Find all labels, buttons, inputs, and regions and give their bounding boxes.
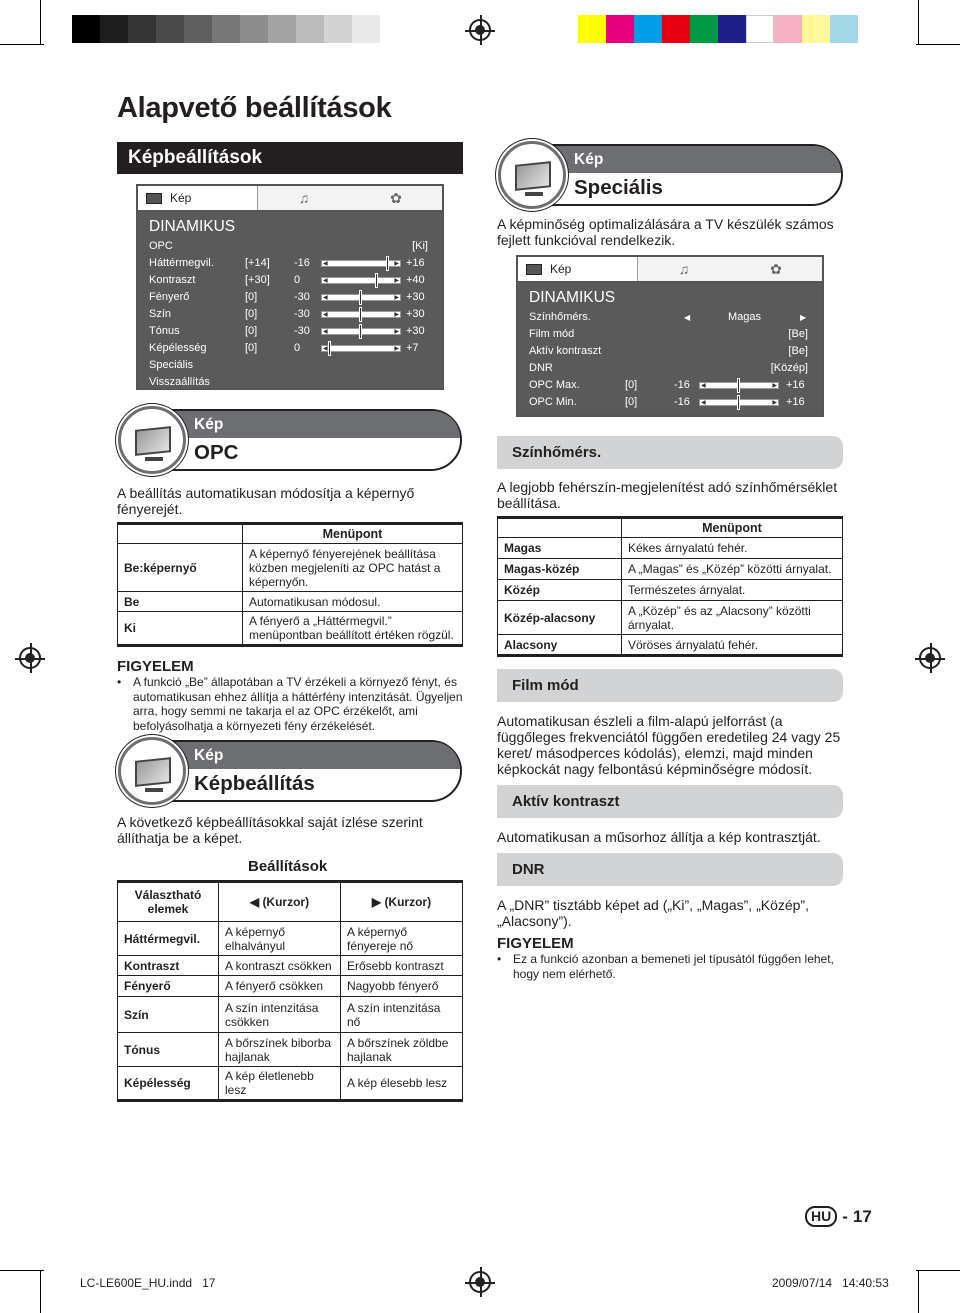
- menu-row: [518, 394, 822, 411]
- table-row: Magas-közép A „Magas” és „Közép” közötti árnyalat.: [498, 559, 843, 580]
- opc-table: [117, 522, 463, 647]
- grey-swatch: [184, 15, 212, 43]
- table-row: Háttérmegvil. A képernyő elhalványul A képernyő fényereje nő: [118, 922, 463, 956]
- table-header: Menüpont: [243, 524, 463, 544]
- grey-swatch: [100, 15, 128, 43]
- table-header: ◀ (Kurzor): [219, 882, 341, 922]
- badge-top-label: Kép: [136, 411, 460, 438]
- color-swatch: [634, 15, 662, 43]
- table-title: Beállítások: [248, 858, 328, 875]
- table-row: Alacsony Vöröses árnyalatú fehér.: [498, 635, 843, 656]
- speaker-icon: ♫: [678, 261, 690, 277]
- menu-row-label: DNR: [529, 362, 553, 374]
- slider-max-label: +30: [406, 325, 425, 337]
- specialis-intro: A képminőség optimalizálására a TV készülék számos fejlett funkcióval rendelkezik.: [497, 216, 834, 248]
- table-row: Képélesség A kép életlenebb lesz A kép élesebb lesz: [118, 1067, 463, 1101]
- menu-row-label: OPC Min.: [529, 396, 577, 408]
- szinhomers-intro: A legjobb fehérszín-megjelenítést adó színhőmérséklet beállítása.: [497, 479, 838, 511]
- slider: [699, 382, 779, 389]
- filmmod-text: Automatikusan észleli a film-alapú jelforrást (a függőleges frekvenciától függően eredetileg 24 vagy 25 keret/ másodperces kódolás), elemzi, majd minden képkockát nagy felbontású képminőségre módosít.: [497, 713, 841, 777]
- menu-row: [138, 272, 442, 289]
- szinhomers-heading: Színhőmérs.: [497, 436, 843, 469]
- filmmod-heading: Film mód: [497, 669, 843, 702]
- tv-icon: [526, 264, 542, 275]
- table-row: Fényerő A fényerő csökken Nagyobb fényerő: [118, 976, 463, 997]
- slider-max-label: +30: [406, 308, 425, 320]
- grey-swatch: [268, 15, 296, 43]
- registration-mark-icon: [19, 647, 41, 669]
- menu-row: [518, 309, 822, 326]
- badge-top-label: Kép: [136, 742, 460, 769]
- crop-mark: [0, 1270, 44, 1271]
- dnr-text: A „DNR” tisztább képet ad („Ki”, „Magas”, „Közép”, „Alacsony”).: [497, 897, 809, 929]
- registration-mark-icon: [919, 647, 941, 669]
- menu-row: [138, 289, 442, 306]
- page-number-value: 17: [852, 1206, 872, 1226]
- menu-row-current-value: [0]: [245, 325, 258, 337]
- picture-menu-screenshot: [136, 184, 444, 390]
- table-header: Választható elemek: [118, 882, 219, 922]
- arrow-left-icon: ◀: [323, 346, 328, 352]
- slider: [321, 311, 401, 318]
- slider-thumb: [359, 290, 362, 305]
- table-row: Magas Kékes árnyalatú fehér.: [498, 538, 843, 559]
- menu-row-current-value: [0]: [245, 342, 258, 354]
- slider-thumb: [328, 341, 331, 356]
- slider-thumb: [737, 395, 740, 410]
- slider-max-label: +16: [786, 379, 805, 391]
- slider-thumb: [375, 273, 378, 288]
- menu-row: [138, 374, 442, 391]
- arrow-right-icon: ▶: [394, 329, 399, 335]
- color-swatch: [746, 15, 774, 43]
- menu-row-label: OPC: [149, 240, 173, 252]
- grey-swatch: [128, 15, 156, 43]
- dnr-heading: DNR: [497, 853, 843, 886]
- color-swatch: [578, 15, 606, 43]
- table-header: Menüpont: [622, 518, 843, 538]
- menu-mode: DINAMIKUS: [529, 289, 616, 306]
- slider: [321, 328, 401, 335]
- arrow-right-icon: ▶: [394, 312, 399, 318]
- menu-row-value: [Be]: [788, 328, 808, 340]
- crop-mark: [916, 1270, 960, 1271]
- menu-row: [138, 340, 442, 357]
- slider-thumb: [359, 324, 362, 339]
- menu-row-current-value: [0]: [245, 308, 258, 320]
- color-swatch: [606, 15, 634, 43]
- menu-row-label: Speciális: [149, 359, 194, 371]
- tv-icon: [118, 406, 186, 474]
- slider-min-label: -30: [294, 308, 310, 320]
- opc-intro: A beállítás automatikusan módosítja a képernyő fényerejét.: [117, 485, 415, 517]
- language-badge: HU: [805, 1206, 837, 1227]
- footer-date: 2009/07/14 14:40:53: [772, 1276, 889, 1290]
- table-row: Közép-alacsony A „Közép” és az „Alacsony” közötti árnyalat.: [498, 601, 843, 635]
- arrow-left-icon: ◀: [323, 261, 328, 267]
- badge-title: Képbeállítás: [194, 772, 315, 795]
- menu-row-label: Film mód: [529, 328, 575, 340]
- slider-min-label: -16: [294, 257, 310, 269]
- page-number: [805, 1206, 872, 1227]
- arrow-right-icon: ▶: [394, 261, 399, 267]
- menu-row-label: Képélesség: [149, 342, 207, 354]
- table-row: Be:képernyő A képernyő fényerejének beállítása közben megjeleníti az OPC hatást a képernyőn.: [118, 544, 463, 592]
- opc-heading: [118, 406, 462, 474]
- arrow-left-icon: ◀: [323, 329, 328, 335]
- note-bullet: • Ez a funkció azonban a bemeneti jel típusától függően lehet, hogy nem elérhető.: [497, 952, 834, 981]
- menu-row-value: Magas: [728, 311, 762, 323]
- menu-row-label: Fényerő: [149, 291, 190, 303]
- page-title: Alapvető beállítások: [117, 92, 392, 124]
- badge-title: OPC: [194, 441, 239, 464]
- crop-mark: [918, 1270, 919, 1313]
- table-row: Kontraszt A kontraszt csökken Erősebb kontraszt: [118, 956, 463, 976]
- menu-row: [138, 306, 442, 323]
- table-row: Szín A szín intenzitása csökken A szín intenzitása nő: [118, 997, 463, 1033]
- slider: [321, 345, 401, 352]
- slider-min-label: -16: [674, 379, 690, 391]
- grey-swatch: [240, 15, 268, 43]
- color-swatch: [690, 15, 718, 43]
- crop-mark: [918, 0, 919, 44]
- menu-row-value: [Be]: [788, 345, 808, 357]
- grey-swatch: [296, 15, 324, 43]
- footer-file: LC-LE600E_HU.indd 17: [80, 1276, 216, 1290]
- tv-icon: [146, 193, 162, 204]
- slider-max-label: +30: [406, 291, 425, 303]
- arrow-left-icon: ◀: [701, 400, 706, 406]
- arrow-left-icon: ◀: [323, 278, 328, 284]
- slider-min-label: -16: [674, 396, 690, 408]
- tv-icon: [498, 141, 566, 209]
- tv-icon: [118, 737, 186, 805]
- grey-swatch: [352, 15, 380, 43]
- slider: [321, 277, 401, 284]
- arrow-right-icon: ▶: [772, 400, 777, 406]
- menu-row-label: Háttérmegvil.: [149, 257, 214, 269]
- menu-row-label: Szín: [149, 308, 172, 320]
- menu-row: [518, 343, 822, 360]
- note-title: FIGYELEM: [497, 935, 574, 952]
- slider-max-label: +40: [406, 274, 425, 286]
- aktiv-kontraszt-text: Automatikusan a műsorhoz állítja a kép kontrasztját.: [497, 829, 821, 845]
- kepbeallitas-intro: A következő képbeállításokkal saját ízlése szerint állíthatja be a képet.: [117, 814, 423, 846]
- menu-row-label: OPC Max.: [529, 379, 580, 391]
- color-swatch: [718, 15, 746, 43]
- menu-tab-label: Kép: [170, 191, 192, 205]
- menu-row-label: Aktív kontraszt: [529, 345, 602, 357]
- menu-row: [138, 357, 442, 374]
- advanced-menu-screenshot: [516, 255, 824, 417]
- menu-row-current-value: [0]: [625, 379, 638, 391]
- menu-row-label: Színhőmérs.: [529, 311, 591, 323]
- table-row: Közép Természetes árnyalat.: [498, 580, 843, 601]
- section-title: Képbeállítások: [117, 142, 463, 174]
- color-temperature-table: [497, 516, 843, 657]
- arrow-right-icon: ▶: [800, 313, 807, 322]
- crop-mark: [916, 44, 960, 45]
- arrow-right-icon: ▶: [394, 295, 399, 301]
- badge-title: Speciális: [574, 176, 663, 199]
- slider-min-label: -30: [294, 291, 310, 303]
- slider-min-label: 0: [294, 274, 301, 286]
- arrow-right-icon: ▶: [394, 346, 399, 352]
- color-swatch: [774, 15, 802, 43]
- crop-mark: [0, 44, 44, 45]
- grey-swatch: [72, 15, 100, 43]
- note-title: FIGYELEM: [117, 658, 194, 675]
- crop-mark: [40, 1270, 41, 1313]
- menu-row: [138, 323, 442, 340]
- speaker-icon: ♫: [298, 190, 310, 206]
- menu-row-current-value: [+14]: [245, 257, 270, 269]
- menu-row-label: Tónus: [149, 325, 180, 337]
- arrow-left-icon: ◀: [323, 312, 328, 318]
- menu-tab-label: Kép: [550, 262, 572, 276]
- slider-max-label: +7: [406, 342, 419, 354]
- grey-swatch: [212, 15, 240, 43]
- menu-row-current-value: [+30]: [245, 274, 270, 286]
- registration-mark-icon: [469, 1271, 491, 1293]
- kepbeallitas-heading: [118, 737, 462, 805]
- leaf-icon: ✿: [390, 189, 402, 206]
- note-bullet: • A funkció „Be” állapotában a TV érzékeli a környező fényt, és automatikusan ehhez állítja a háttérfény intenzitását. Ügyeljen arra, hogy semmi ne takarja el az OPC érzékelőt, ami befolyásolhatja a környezeti fény érzékelését.: [117, 675, 463, 733]
- color-swatch: [662, 15, 690, 43]
- slider: [321, 294, 401, 301]
- menu-row-value: [Közép]: [770, 362, 808, 374]
- menu-mode: DINAMIKUS: [149, 218, 236, 235]
- badge-top-label: Kép: [516, 146, 841, 173]
- leaf-icon: ✿: [770, 260, 782, 277]
- arrow-right-icon: ▶: [394, 278, 399, 284]
- arrow-left-icon: ◀: [684, 313, 691, 322]
- arrow-left-icon: ◀: [323, 295, 328, 301]
- menu-row: [138, 238, 442, 255]
- menu-row: [518, 360, 822, 377]
- grey-swatch: [156, 15, 184, 43]
- specialis-heading: [498, 141, 843, 209]
- table-row: Be Automatikusan módosul.: [118, 592, 463, 612]
- menu-row-current-value: [0]: [625, 396, 638, 408]
- slider: [321, 260, 401, 267]
- slider-min-label: 0: [294, 342, 301, 354]
- slider: [699, 399, 779, 406]
- table-row: Tónus A bőrszínek biborba hajlanak A bőrszínek zöldbe hajlanak: [118, 1033, 463, 1067]
- page-number-separator: -: [842, 1206, 848, 1226]
- menu-row-label: Kontraszt: [149, 274, 196, 286]
- slider-min-label: -30: [294, 325, 310, 337]
- menu-row-value: [Ki]: [412, 240, 428, 252]
- menu-row-label: Visszaállítás: [149, 376, 210, 388]
- slider-max-label: +16: [406, 257, 425, 269]
- crop-mark: [40, 0, 41, 44]
- registration-mark-icon: [469, 19, 491, 41]
- table-row: Ki A fényerő a „Háttérmegvil.” menüpontban beállított értéken rögzül.: [118, 612, 463, 646]
- slider-max-label: +16: [786, 396, 805, 408]
- menu-row-current-value: [0]: [245, 291, 258, 303]
- slider-thumb: [737, 378, 740, 393]
- slider-thumb: [359, 307, 362, 322]
- menu-row: [518, 377, 822, 394]
- grey-swatch: [324, 15, 352, 43]
- slider-thumb: [386, 256, 389, 271]
- table-header: ▶ (Kurzor): [341, 882, 463, 922]
- aktiv-kontraszt-heading: Aktív kontraszt: [497, 785, 843, 818]
- menu-row: [518, 326, 822, 343]
- settings-table: [117, 880, 463, 1102]
- color-swatch: [830, 15, 858, 43]
- arrow-right-icon: ▶: [772, 383, 777, 389]
- menu-row: [138, 255, 442, 272]
- arrow-left-icon: ◀: [701, 383, 706, 389]
- color-swatch: [802, 15, 830, 43]
